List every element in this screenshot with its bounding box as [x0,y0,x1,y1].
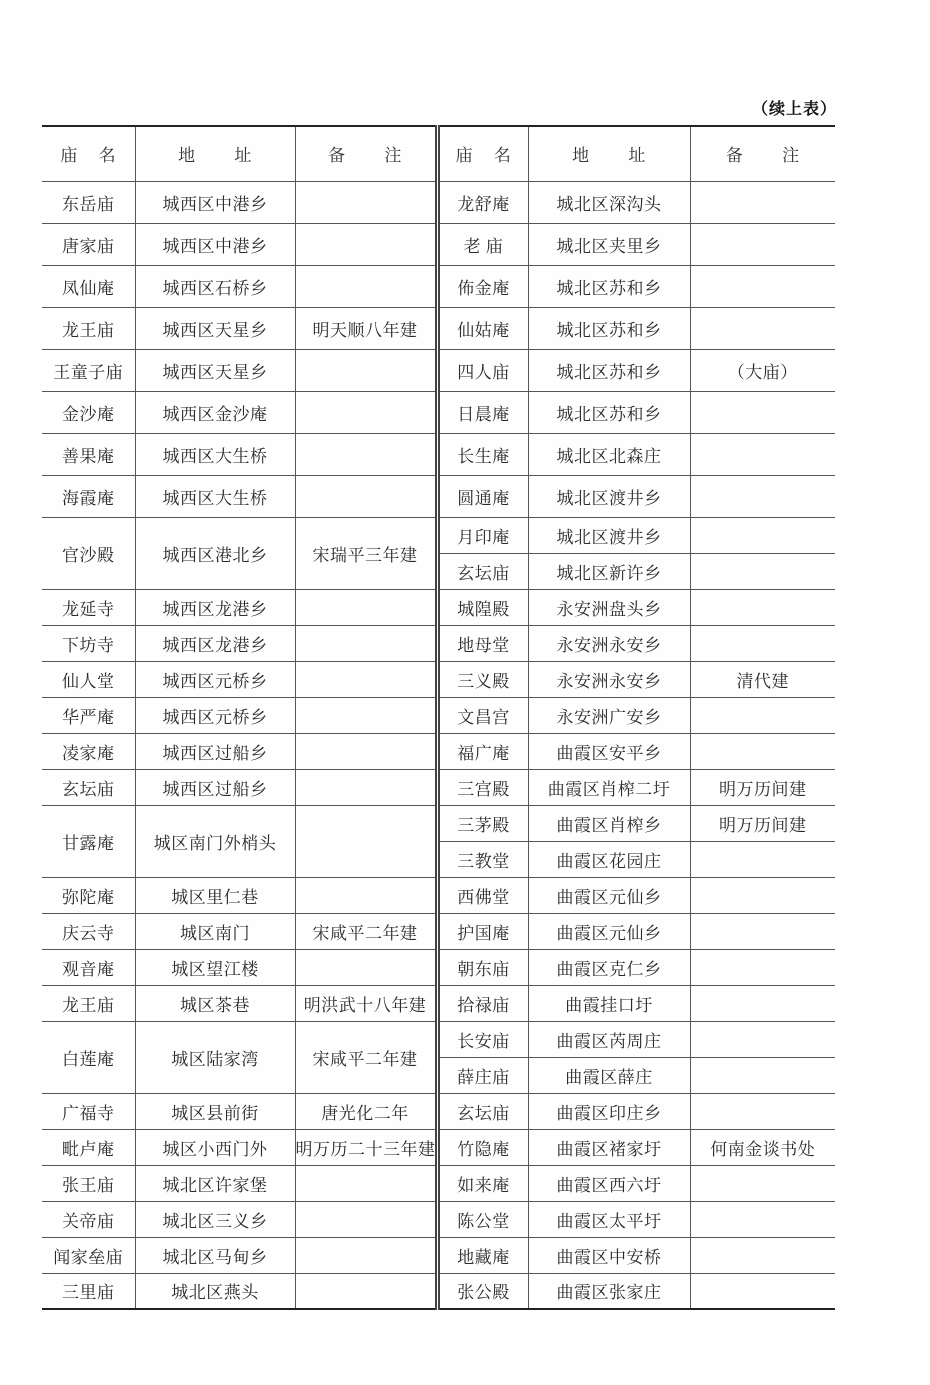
right-temple-name-cell: 福广庵 [437,733,528,769]
temple-table [42,125,835,1310]
right-temple-name-cell: 薛庄庙 [437,1057,528,1093]
left-temple-note-cell: 明天顺八年建 [295,307,437,349]
left-temple-name-cell: 弥陀庵 [42,877,135,913]
left-temple-name-cell: 善果庵 [42,433,135,475]
right-temple-note-cell: 何南金谈书处 [690,1129,835,1165]
left-temple-note-cell [295,769,437,805]
left-temple-note-cell [295,1165,437,1201]
left-temple-address-cell: 城西区过船乡 [135,769,295,805]
right-temple-address-cell: 曲霞区芮周庄 [528,1021,690,1057]
left-temple-note-cell [295,223,437,265]
left-temple-name-cell: 唐家庙 [42,223,135,265]
left-temple-name-cell: 东岳庙 [42,181,135,223]
right-temple-address-cell: 城北区苏和乡 [528,349,690,391]
right-temple-name-cell: 月印庵 [437,517,528,553]
left-temple-note-cell [295,733,437,769]
right-temple-name-cell: 长安庙 [437,1021,528,1057]
right-temple-note-cell: （大庙） [690,349,835,391]
right-temple-note-cell [690,913,835,949]
header-right-name: 庙 名 [437,126,528,181]
right-temple-note-cell [690,877,835,913]
left-temple-note-cell: 宋瑞平三年建 [295,517,437,589]
left-temple-name-cell: 龙王庙 [42,985,135,1021]
left-temple-note-cell [295,475,437,517]
left-temple-address-cell: 城西区大生桥 [135,433,295,475]
right-temple-address-cell: 曲霞区褚家圩 [528,1129,690,1165]
left-temple-address-cell: 城北区许家堡 [135,1165,295,1201]
right-temple-note-cell [690,841,835,877]
left-temple-name-cell: 海霞庵 [42,475,135,517]
table-row [42,949,835,985]
left-temple-address-cell: 城西区龙港乡 [135,625,295,661]
right-temple-name-cell: 四人庙 [437,349,528,391]
right-temple-note-cell [690,391,835,433]
right-temple-address-cell: 城北区夹里乡 [528,223,690,265]
left-temple-name-cell: 凌家庵 [42,733,135,769]
left-temple-name-cell: 龙王庙 [42,307,135,349]
right-temple-name-cell: 地母堂 [437,625,528,661]
left-temple-name-cell: 广福寺 [42,1093,135,1129]
right-temple-note-cell [690,553,835,589]
left-temple-note-cell: 宋咸平二年建 [295,1021,437,1093]
table-row [42,349,835,391]
continuation-label: （续上表） [751,101,837,118]
table-row [42,589,835,625]
left-temple-name-cell: 王童子庙 [42,349,135,391]
left-temple-address-cell: 城区南门外梢头 [135,805,295,877]
left-temple-address-cell: 城西区金沙庵 [135,391,295,433]
left-temple-address-cell: 城北区马甸乡 [135,1237,295,1273]
table-row [42,697,835,733]
left-temple-name-cell: 仙人堂 [42,661,135,697]
left-temple-note-cell [295,1201,437,1237]
left-temple-address-cell: 城西区大生桥 [135,475,295,517]
header-right-address: 地 址 [528,126,690,181]
right-temple-address-cell: 曲霞区张家庄 [528,1273,690,1309]
right-temple-name-cell: 拾禄庙 [437,985,528,1021]
right-temple-note-cell [690,265,835,307]
table-row [42,913,835,949]
right-temple-address-cell: 永安洲永安乡 [528,661,690,697]
right-temple-name-cell: 西佛堂 [437,877,528,913]
table-row [42,625,835,661]
right-temple-note-cell [690,307,835,349]
header-left-note: 备 注 [295,126,437,181]
table-header [42,126,835,181]
left-temple-name-cell: 下坊寺 [42,625,135,661]
left-temple-note-cell: 明洪武十八年建 [295,985,437,1021]
right-temple-address-cell: 曲霞区肖榨乡 [528,805,690,841]
right-temple-address-cell: 城北区新许乡 [528,553,690,589]
right-temple-note-cell: 清代建 [690,661,835,697]
left-temple-address-cell: 城区南门 [135,913,295,949]
right-temple-name-cell: 佈金庵 [437,265,528,307]
table-row [42,769,835,805]
left-temple-address-cell: 城西区天星乡 [135,307,295,349]
left-temple-note-cell: 唐光化二年 [295,1093,437,1129]
table-row [42,181,835,223]
right-temple-name-cell: 仙姑庵 [437,307,528,349]
left-temple-name-cell: 观音庵 [42,949,135,985]
right-temple-note-cell [690,1021,835,1057]
right-temple-note-cell [690,223,835,265]
right-temple-name-cell: 三宫殿 [437,769,528,805]
right-temple-address-cell: 曲霞区花园庄 [528,841,690,877]
right-temple-address-cell: 曲霞区安平乡 [528,733,690,769]
left-temple-address-cell: 城西区石桥乡 [135,265,295,307]
left-temple-address-cell: 城区陆家湾 [135,1021,295,1093]
table-row [42,1093,835,1129]
left-temple-name-cell: 玄坛庙 [42,769,135,805]
right-temple-note-cell [690,433,835,475]
right-temple-note-cell [690,517,835,553]
left-temple-address-cell: 城区里仁巷 [135,877,295,913]
left-temple-address-cell: 城西区元桥乡 [135,697,295,733]
right-temple-address-cell: 城北区苏和乡 [528,307,690,349]
left-temple-note-cell [295,1273,437,1309]
left-temple-note-cell [295,391,437,433]
left-temple-note-cell [295,349,437,391]
right-temple-note-cell [690,1201,835,1237]
left-temple-address-cell: 城西区过船乡 [135,733,295,769]
left-temple-name-cell: 白莲庵 [42,1021,135,1093]
right-temple-note-cell: 明万历间建 [690,769,835,805]
right-temple-note-cell [690,1057,835,1093]
right-temple-name-cell: 竹隐庵 [437,1129,528,1165]
right-temple-name-cell: 地藏庵 [437,1237,528,1273]
right-temple-name-cell: 玄坛庙 [437,553,528,589]
left-temple-note-cell: 明万历二十三年建 [295,1129,437,1165]
left-temple-address-cell: 城北区燕头 [135,1273,295,1309]
left-temple-address-cell: 城西区龙港乡 [135,589,295,625]
right-temple-note-cell [690,733,835,769]
header-right-note: 备 注 [690,126,835,181]
table-row [42,223,835,265]
right-temple-name-cell: 张公殿 [437,1273,528,1309]
left-temple-name-cell: 毗卢庵 [42,1129,135,1165]
left-temple-address-cell: 城区茶巷 [135,985,295,1021]
right-temple-address-cell: 曲霞区西六圩 [528,1165,690,1201]
left-temple-note-cell [295,265,437,307]
right-temple-address-cell: 曲霞挂口圩 [528,985,690,1021]
right-temple-note-cell [690,1237,835,1273]
right-temple-address-cell: 城北区苏和乡 [528,391,690,433]
right-temple-address-cell: 城北区渡井乡 [528,517,690,553]
right-temple-note-cell [690,697,835,733]
right-temple-name-cell: 龙舒庵 [437,181,528,223]
right-temple-address-cell: 曲霞区元仙乡 [528,913,690,949]
right-temple-name-cell: 玄坛庙 [437,1093,528,1129]
right-temple-address-cell: 曲霞区中安桥 [528,1237,690,1273]
right-temple-address-cell: 曲霞区肖榨二圩 [528,769,690,805]
left-temple-name-cell: 张王庙 [42,1165,135,1201]
left-temple-note-cell [295,625,437,661]
left-temple-name-cell: 官沙殿 [42,517,135,589]
left-temple-note-cell [295,697,437,733]
right-temple-address-cell: 永安洲盘头乡 [528,589,690,625]
left-temple-address-cell: 城西区港北乡 [135,517,295,589]
left-temple-address-cell: 城北区三义乡 [135,1201,295,1237]
right-temple-address-cell: 永安洲永安乡 [528,625,690,661]
table-row [42,1273,835,1309]
right-temple-address-cell: 曲霞区克仁乡 [528,949,690,985]
right-temple-address-cell: 曲霞区薛庄 [528,1057,690,1093]
right-temple-note-cell [690,1273,835,1309]
left-temple-note-cell [295,589,437,625]
table-row [42,877,835,913]
right-temple-address-cell: 城北区北森庄 [528,433,690,475]
table-row [42,733,835,769]
right-temple-note-cell [690,985,835,1021]
right-temple-address-cell: 曲霞区太平圩 [528,1201,690,1237]
right-temple-note-cell: 明万历间建 [690,805,835,841]
left-temple-note-cell [295,661,437,697]
left-temple-address-cell: 城西区天星乡 [135,349,295,391]
left-temple-address-cell: 城西区中港乡 [135,223,295,265]
right-temple-note-cell [690,625,835,661]
right-temple-address-cell: 城北区深沟头 [528,181,690,223]
left-temple-address-cell: 城区望江楼 [135,949,295,985]
left-temple-name-cell: 龙延寺 [42,589,135,625]
right-temple-name-cell: 日晨庵 [437,391,528,433]
left-temple-address-cell: 城西区元桥乡 [135,661,295,697]
table-row [42,1129,835,1165]
right-temple-address-cell: 曲霞区元仙乡 [528,877,690,913]
table-row [42,1165,835,1201]
left-temple-note-cell [295,433,437,475]
left-temple-note-cell [295,1237,437,1273]
table-row [42,1237,835,1273]
right-temple-note-cell [690,181,835,223]
right-temple-name-cell: 文昌宫 [437,697,528,733]
right-temple-name-cell: 朝东庙 [437,949,528,985]
right-temple-note-cell [690,1165,835,1201]
left-temple-note-cell [295,949,437,985]
right-temple-name-cell: 长生庵 [437,433,528,475]
right-temple-address-cell: 永安洲广安乡 [528,697,690,733]
table-row [42,805,835,841]
left-temple-name-cell: 关帝庙 [42,1201,135,1237]
right-temple-note-cell [690,949,835,985]
left-temple-name-cell: 甘露庵 [42,805,135,877]
right-temple-address-cell: 城北区渡井乡 [528,475,690,517]
left-temple-address-cell: 城西区中港乡 [135,181,295,223]
left-temple-note-cell [295,877,437,913]
left-temple-note-cell [295,805,437,877]
right-temple-name-cell: 护国庵 [437,913,528,949]
right-temple-name-cell: 老 庙 [437,223,528,265]
left-temple-address-cell: 城区小西门外 [135,1129,295,1165]
left-temple-note-cell [295,181,437,223]
table-row [42,433,835,475]
left-temple-name-cell: 华严庵 [42,697,135,733]
table-row [42,265,835,307]
left-temple-address-cell: 城区县前街 [135,1093,295,1129]
right-temple-address-cell: 曲霞区印庄乡 [528,1093,690,1129]
left-temple-name-cell: 庆云寺 [42,913,135,949]
right-temple-name-cell: 圆通庵 [437,475,528,517]
header-left-name: 庙 名 [42,126,135,181]
left-temple-note-cell: 宋咸平二年建 [295,913,437,949]
right-temple-name-cell: 三教堂 [437,841,528,877]
header-row [42,126,835,181]
left-temple-name-cell: 三里庙 [42,1273,135,1309]
table-row [42,1021,835,1057]
left-temple-name-cell: 闻家垒庙 [42,1237,135,1273]
left-temple-name-cell: 金沙庵 [42,391,135,433]
table-row [42,661,835,697]
right-temple-address-cell: 城北区苏和乡 [528,265,690,307]
right-temple-name-cell: 如来庵 [437,1165,528,1201]
right-temple-name-cell: 城隍殿 [437,589,528,625]
right-temple-note-cell [690,475,835,517]
table-row [42,307,835,349]
table-row [42,475,835,517]
right-temple-name-cell: 三义殿 [437,661,528,697]
right-temple-name-cell: 三茅殿 [437,805,528,841]
table-row [42,391,835,433]
left-temple-name-cell: 凤仙庵 [42,265,135,307]
right-temple-note-cell [690,1093,835,1129]
table-row [42,517,835,553]
right-temple-name-cell: 陈公堂 [437,1201,528,1237]
header-left-address: 地 址 [135,126,295,181]
table-body [42,181,835,1309]
table-row [42,1201,835,1237]
table-row [42,985,835,1021]
right-temple-note-cell [690,589,835,625]
